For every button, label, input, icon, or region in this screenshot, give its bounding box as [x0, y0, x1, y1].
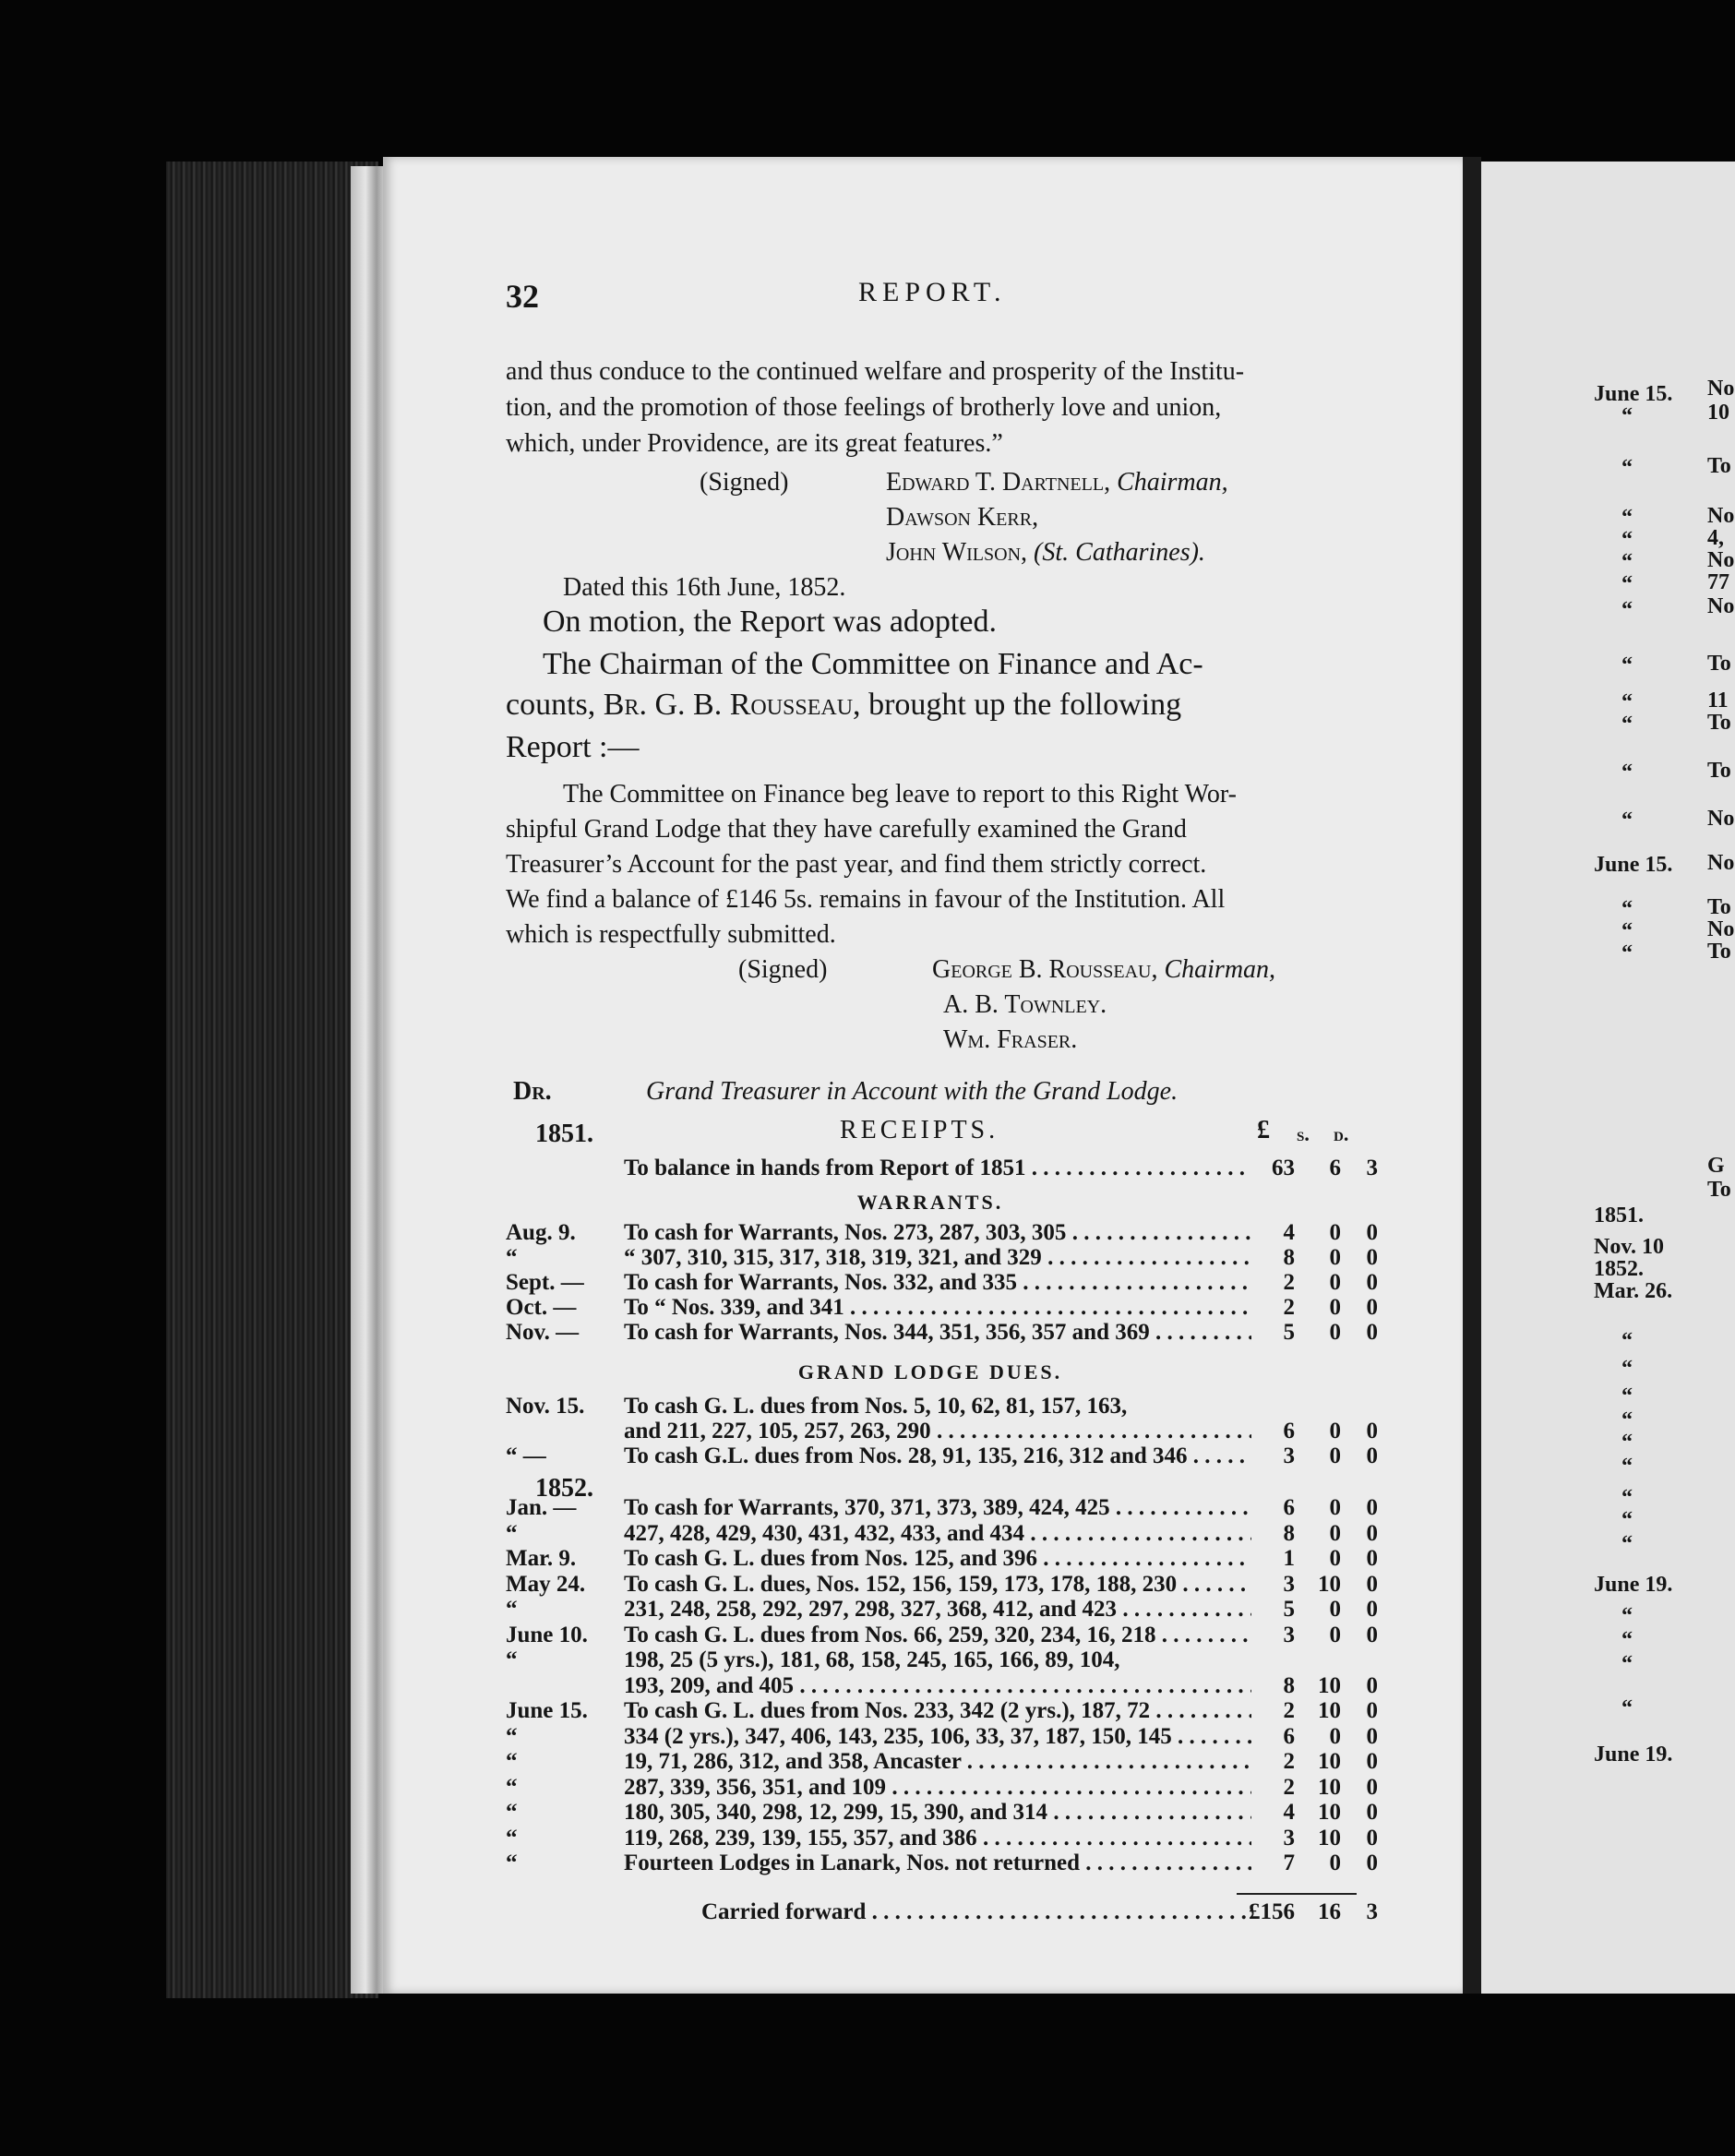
- facing-date: Mar. 26.: [1594, 1279, 1673, 1303]
- row-pounds: 2: [1283, 1295, 1295, 1320]
- facing-date: “: [1621, 506, 1633, 530]
- row-shillings: 0: [1329, 1546, 1341, 1571]
- row-description: To cash G. L. dues from Nos. 233, 342 (2 yrs.), 187, 72 . . .: [624, 1698, 1251, 1724]
- row-pence: 3: [1366, 1156, 1378, 1180]
- ledger-row: [506, 1495, 1378, 1521]
- row-shillings: 10: [1318, 1698, 1341, 1723]
- motion-line: On motion, the Report was adopted.: [543, 605, 997, 639]
- row-date: “ —: [506, 1443, 546, 1468]
- total-shillings: 16: [1318, 1899, 1341, 1924]
- facing-date: “: [1621, 1329, 1633, 1353]
- facing-fragment: To: [1707, 895, 1731, 919]
- row-shillings: 10: [1318, 1800, 1341, 1825]
- row-shillings: 10: [1318, 1825, 1341, 1851]
- row-date: Sept. —: [506, 1270, 584, 1295]
- row-pounds: 2: [1283, 1749, 1295, 1774]
- finance-line-5: which is respectfully submitted.: [506, 920, 836, 949]
- row-shillings: 0: [1329, 1245, 1341, 1270]
- row-pence: 0: [1366, 1443, 1378, 1468]
- dated-line: Dated this 16th June, 1852.: [563, 573, 846, 602]
- dr-label: Dr.: [513, 1077, 552, 1106]
- row-description: To “ Nos. 339, and 341 . . .: [624, 1295, 1251, 1321]
- row-description: “ 307, 310, 315, 317, 318, 319, 321, and 329 . . .: [624, 1245, 1251, 1271]
- facing-date: “: [1621, 1384, 1633, 1408]
- facing-fragment: 10: [1707, 401, 1729, 425]
- facing-fragment: No: [1707, 504, 1735, 528]
- row-description: 19, 71, 286, 312, and 358, Ancaster . . .: [624, 1749, 1251, 1775]
- ledger-row: [506, 1774, 1378, 1801]
- facing-date: “: [1621, 1431, 1633, 1455]
- facing-fragment: No: [1707, 594, 1735, 618]
- row-date: “: [506, 1245, 518, 1270]
- facing-fragment: To: [1707, 759, 1731, 783]
- row-pence: 0: [1366, 1270, 1378, 1295]
- row-shillings: 0: [1329, 1520, 1341, 1546]
- facing-date: Nov. 10: [1594, 1235, 1665, 1259]
- account-title: Grand Treasurer in Account with the Grand Lodge.: [646, 1077, 1179, 1106]
- row-date: “: [506, 1851, 518, 1875]
- row-description: 180, 305, 340, 298, 12, 299, 15, 390, and 314 . . .: [624, 1800, 1251, 1826]
- facing-date: “: [1621, 1455, 1633, 1479]
- facing-date: “: [1621, 1604, 1633, 1628]
- facing-date: “: [1621, 1486, 1633, 1510]
- facing-fragment: No: [1707, 807, 1735, 831]
- total-rule: [1237, 1893, 1357, 1895]
- row-pence: 0: [1366, 1419, 1378, 1443]
- receipts-heading: RECEIPTS.: [840, 1116, 999, 1144]
- row-description: 119, 268, 239, 139, 155, 357, and 386 . . .: [624, 1826, 1251, 1851]
- ledger-row: [506, 1245, 1378, 1271]
- row-description: To cash for Warrants, Nos. 273, 287, 303, 305 . . .: [624, 1220, 1251, 1246]
- facing-date: “: [1621, 808, 1633, 832]
- book-spine-pages: [166, 162, 378, 1998]
- row-date: Mar. 9.: [506, 1546, 577, 1571]
- row-description: To cash G.L. dues from Nos. 28, 91, 135, 216, 312 and 346 . . .: [624, 1443, 1251, 1469]
- row-date: “: [506, 1825, 518, 1851]
- finance-line-2: shipful Grand Lodge that they have carefully examined the Grand: [506, 815, 1187, 844]
- facing-page: [1481, 162, 1735, 1994]
- row-description: 193, 209, and 405 . . .: [624, 1673, 1251, 1699]
- row-pence: 0: [1366, 1597, 1378, 1622]
- row-pounds: 2: [1283, 1270, 1295, 1295]
- row-pence: 0: [1366, 1571, 1378, 1597]
- row-shillings: 10: [1318, 1571, 1341, 1597]
- fin-signatory-3: Wm. Fraser.: [943, 1025, 1078, 1054]
- col-pence: d.: [1334, 1122, 1349, 1145]
- facing-date: “: [1621, 690, 1633, 714]
- facing-fragment: No: [1707, 377, 1735, 401]
- facing-date: “: [1621, 598, 1633, 622]
- row-description: To cash G. L. dues from Nos. 5, 10, 62, 81, 157, 163,: [624, 1394, 1128, 1419]
- facing-date: “: [1621, 1696, 1633, 1720]
- row-pence: 0: [1366, 1749, 1378, 1774]
- running-head: REPORT.: [858, 277, 1007, 307]
- signatory-2: Dawson Kerr,: [886, 503, 1039, 532]
- row-pounds: 2: [1283, 1698, 1295, 1723]
- row-pence: 0: [1366, 1723, 1378, 1749]
- facing-date: “: [1621, 404, 1633, 428]
- signatory-3: John Wilson, (St. Catharines).: [886, 538, 1205, 567]
- row-shillings: 0: [1329, 1495, 1341, 1520]
- row-date: June 10.: [506, 1622, 588, 1647]
- row-date: Oct. —: [506, 1295, 577, 1320]
- row-pounds: 6: [1283, 1723, 1295, 1749]
- ledger-row: [506, 1672, 1378, 1699]
- row-description: To cash G. L. dues from Nos. 66, 259, 320, 234, 16, 218 . . .: [624, 1623, 1251, 1648]
- facing-date: June 19.: [1594, 1743, 1673, 1767]
- row-shillings: 0: [1329, 1597, 1341, 1622]
- row-pence: 0: [1366, 1245, 1378, 1270]
- row-pounds: 5: [1283, 1597, 1295, 1622]
- finance-line-4: We find a balance of £146 5s. remains in favour of the Institution. All: [506, 885, 1226, 914]
- facing-fragment: To: [1707, 940, 1731, 964]
- row-pounds: 4: [1283, 1220, 1295, 1245]
- col-pounds: £: [1257, 1116, 1270, 1144]
- row-pounds: 5: [1283, 1320, 1295, 1345]
- row-pounds: 3: [1283, 1622, 1295, 1647]
- facing-date: “: [1621, 1357, 1633, 1381]
- row-pence: 0: [1366, 1220, 1378, 1245]
- book-gutter: [1463, 157, 1481, 1994]
- row-pence: 0: [1366, 1320, 1378, 1345]
- facing-fragment: To: [1707, 1178, 1731, 1202]
- row-description: To cash for Warrants, 370, 371, 373, 389, 424, 425 . . .: [624, 1495, 1251, 1521]
- row-shillings: 6: [1329, 1156, 1341, 1180]
- row-shillings: 0: [1329, 1419, 1341, 1443]
- facing-date: “: [1621, 572, 1633, 596]
- ledger-row: [506, 1220, 1378, 1246]
- facing-date: “: [1621, 653, 1633, 677]
- row-pounds: 8: [1283, 1245, 1295, 1270]
- facing-date: “: [1621, 1652, 1633, 1676]
- row-shillings: 0: [1329, 1443, 1341, 1468]
- row-pence: 0: [1366, 1672, 1378, 1698]
- row-pence: 0: [1366, 1825, 1378, 1851]
- total-pence: 3: [1366, 1899, 1378, 1924]
- row-shillings: 0: [1329, 1723, 1341, 1749]
- facing-date: “: [1621, 1532, 1633, 1556]
- row-shillings: 0: [1329, 1320, 1341, 1345]
- carried-forward-label: Carried forward . . .: [701, 1899, 1250, 1925]
- signed-label-1: (Signed): [700, 468, 789, 497]
- ledger-row: [506, 1295, 1378, 1321]
- ledger-row: [506, 1749, 1378, 1775]
- finance-intro-3: Report :—: [506, 730, 640, 764]
- finance-intro-1: The Chairman of the Committee on Finance and Ac-: [543, 647, 1203, 681]
- ledger-row: [506, 1419, 1378, 1444]
- ledger-row: [506, 1597, 1378, 1623]
- row-shillings: 0: [1329, 1622, 1341, 1647]
- facing-date: 1852.: [1594, 1257, 1644, 1281]
- row-pence: 0: [1366, 1295, 1378, 1320]
- finance-intro-2: counts, Br. G. B. Rousseau, brought up the following: [506, 688, 1182, 722]
- row-shillings: 0: [1329, 1220, 1341, 1245]
- facing-date: “: [1621, 761, 1633, 785]
- ledger-row: [506, 1394, 1355, 1419]
- ledger-row: [506, 1698, 1378, 1724]
- finance-line-3: Treasurer’s Account for the past year, and find them strictly correct.: [506, 850, 1207, 879]
- row-pence: 0: [1366, 1698, 1378, 1723]
- row-pounds: 8: [1283, 1520, 1295, 1546]
- row-pounds: 3: [1283, 1443, 1295, 1468]
- grand-lodge-dues-heading: GRAND LODGE DUES.: [797, 1360, 1063, 1383]
- ledger-row: [506, 1825, 1378, 1851]
- row-pence: 0: [1366, 1520, 1378, 1546]
- ledger-row: [506, 1546, 1378, 1572]
- col-shillings: s.: [1297, 1122, 1310, 1145]
- row-pence: 0: [1366, 1495, 1378, 1520]
- row-date: May 24.: [506, 1571, 586, 1597]
- facing-date: “: [1621, 941, 1633, 965]
- row-date: Nov. —: [506, 1320, 580, 1345]
- row-shillings: 0: [1329, 1270, 1341, 1295]
- facing-date: “: [1621, 1408, 1633, 1432]
- ledger-row: [506, 1647, 1355, 1673]
- report-line-3: which, under Providence, are its great features.”: [506, 429, 1003, 458]
- facing-fragment: G: [1707, 1154, 1725, 1178]
- report-line-2: tion, and the promotion of those feelings of brotherly love and union,: [506, 393, 1222, 422]
- row-description: 231, 248, 258, 292, 297, 298, 327, 368, 412, and 423 . . .: [624, 1597, 1251, 1623]
- row-shillings: 10: [1318, 1749, 1341, 1774]
- ledger-row: [506, 1270, 1378, 1296]
- year-1851: 1851.: [535, 1120, 593, 1148]
- facing-date: “: [1621, 713, 1633, 737]
- row-date: Aug. 9.: [506, 1220, 576, 1245]
- row-description: To cash G. L. dues from Nos. 125, and 396 . . .: [624, 1546, 1251, 1572]
- row-description: Fourteen Lodges in Lanark, Nos. not returned . . .: [624, 1851, 1251, 1876]
- facing-fragment: No: [1707, 548, 1735, 572]
- row-shillings: 0: [1329, 1851, 1341, 1875]
- row-description: To balance in hands from Report of 1851 . . .: [624, 1156, 1251, 1181]
- row-pounds: 7: [1283, 1851, 1295, 1875]
- row-description: To cash G. L. dues, Nos. 152, 156, 159, 173, 178, 188, 230 . . .: [624, 1572, 1251, 1598]
- year-1852: 1852.: [535, 1474, 593, 1503]
- total-pounds: £156: [1249, 1899, 1295, 1924]
- ledger-row: [506, 1156, 1378, 1181]
- row-description: 287, 339, 356, 351, and 109 . . .: [624, 1775, 1251, 1801]
- ledger-row: [506, 1443, 1378, 1469]
- row-date: June 15.: [506, 1698, 588, 1723]
- row-date: Jan. —: [506, 1495, 577, 1520]
- facing-date: “: [1621, 1508, 1633, 1532]
- ledger-row: [506, 1851, 1378, 1876]
- row-date: “: [506, 1520, 518, 1546]
- facing-fragment: 11: [1707, 689, 1729, 713]
- row-pounds: 8: [1283, 1672, 1295, 1698]
- fin-signatory-2: A. B. Townley.: [943, 990, 1107, 1019]
- carried-forward-row: [506, 1899, 1378, 1925]
- row-pounds: 1: [1283, 1546, 1295, 1571]
- row-pence: 0: [1366, 1774, 1378, 1800]
- facing-fragment: To: [1707, 652, 1731, 676]
- facing-date: “: [1621, 919, 1633, 943]
- row-description: and 211, 227, 105, 257, 263, 290 . . .: [624, 1419, 1251, 1444]
- signed-label-2: (Signed): [738, 955, 828, 984]
- facing-date: “: [1621, 897, 1633, 921]
- facing-date: “: [1621, 550, 1633, 574]
- row-shillings: 10: [1318, 1672, 1341, 1698]
- row-pounds: 3: [1283, 1571, 1295, 1597]
- row-date: Nov. 15.: [506, 1394, 585, 1419]
- facing-date: June 19.: [1594, 1573, 1673, 1597]
- ledger-row: [506, 1520, 1378, 1547]
- ledger-row: [506, 1320, 1378, 1346]
- facing-date: “: [1621, 1628, 1633, 1652]
- facing-fragment: No: [1707, 917, 1735, 941]
- row-description: 427, 428, 429, 430, 431, 432, 433, and 434 . . .: [624, 1521, 1251, 1547]
- row-pounds: 63: [1272, 1156, 1295, 1180]
- row-pounds: 6: [1283, 1419, 1295, 1443]
- row-description: 334 (2 yrs.), 347, 406, 143, 235, 106, 33, 37, 187, 150, 145 . . .: [624, 1724, 1251, 1750]
- row-shillings: 0: [1329, 1295, 1341, 1320]
- facing-fragment: No: [1707, 851, 1735, 875]
- facing-fragment: 4,: [1707, 526, 1724, 550]
- ledger-row: [506, 1723, 1378, 1750]
- row-pence: 0: [1366, 1546, 1378, 1571]
- facing-fragment: To: [1707, 454, 1731, 478]
- page-number: 32: [506, 278, 539, 315]
- row-pounds: 4: [1283, 1800, 1295, 1825]
- facing-date: June 15.: [1594, 853, 1673, 877]
- row-date: “: [506, 1774, 518, 1800]
- warrants-heading: WARRANTS.: [856, 1191, 1004, 1214]
- report-line-1: and thus conduce to the continued welfare and prosperity of the Institu-: [506, 357, 1245, 386]
- row-pounds: 3: [1283, 1825, 1295, 1851]
- row-description: To cash for Warrants, Nos. 344, 351, 356, 357 and 369 . . .: [624, 1320, 1251, 1346]
- row-date: “: [506, 1647, 518, 1672]
- row-pence: 0: [1366, 1622, 1378, 1647]
- finance-line-1: The Committee on Finance beg leave to report to this Right Wor-: [563, 780, 1237, 808]
- facing-fragment: 77: [1707, 570, 1729, 594]
- signatory-1: Edward T. Dartnell, Chairman,: [886, 468, 1228, 497]
- ledger-row: [506, 1800, 1378, 1826]
- fin-signatory-1: George B. Rousseau, Chairman,: [932, 955, 1276, 984]
- row-pence: 0: [1366, 1851, 1378, 1875]
- row-description: To cash for Warrants, Nos. 332, and 335 . . .: [624, 1270, 1251, 1296]
- row-date: “: [506, 1800, 518, 1825]
- facing-date: 1851.: [1594, 1204, 1644, 1228]
- row-description: 198, 25 (5 yrs.), 181, 68, 158, 245, 165, 166, 89, 104,: [624, 1647, 1120, 1672]
- row-pounds: 2: [1283, 1774, 1295, 1800]
- row-pounds: 6: [1283, 1495, 1295, 1520]
- row-pence: 0: [1366, 1800, 1378, 1825]
- facing-fragment: To: [1707, 711, 1731, 735]
- ledger-row: [506, 1622, 1378, 1648]
- row-date: “: [506, 1723, 518, 1749]
- facing-date: “: [1621, 456, 1633, 480]
- row-shillings: 10: [1318, 1774, 1341, 1800]
- page-edge: [351, 166, 388, 1994]
- row-date: “: [506, 1597, 518, 1622]
- facing-date: “: [1621, 528, 1633, 552]
- ledger-row: [506, 1571, 1378, 1598]
- row-date: “: [506, 1749, 518, 1774]
- facing-date: June 15.: [1594, 382, 1673, 406]
